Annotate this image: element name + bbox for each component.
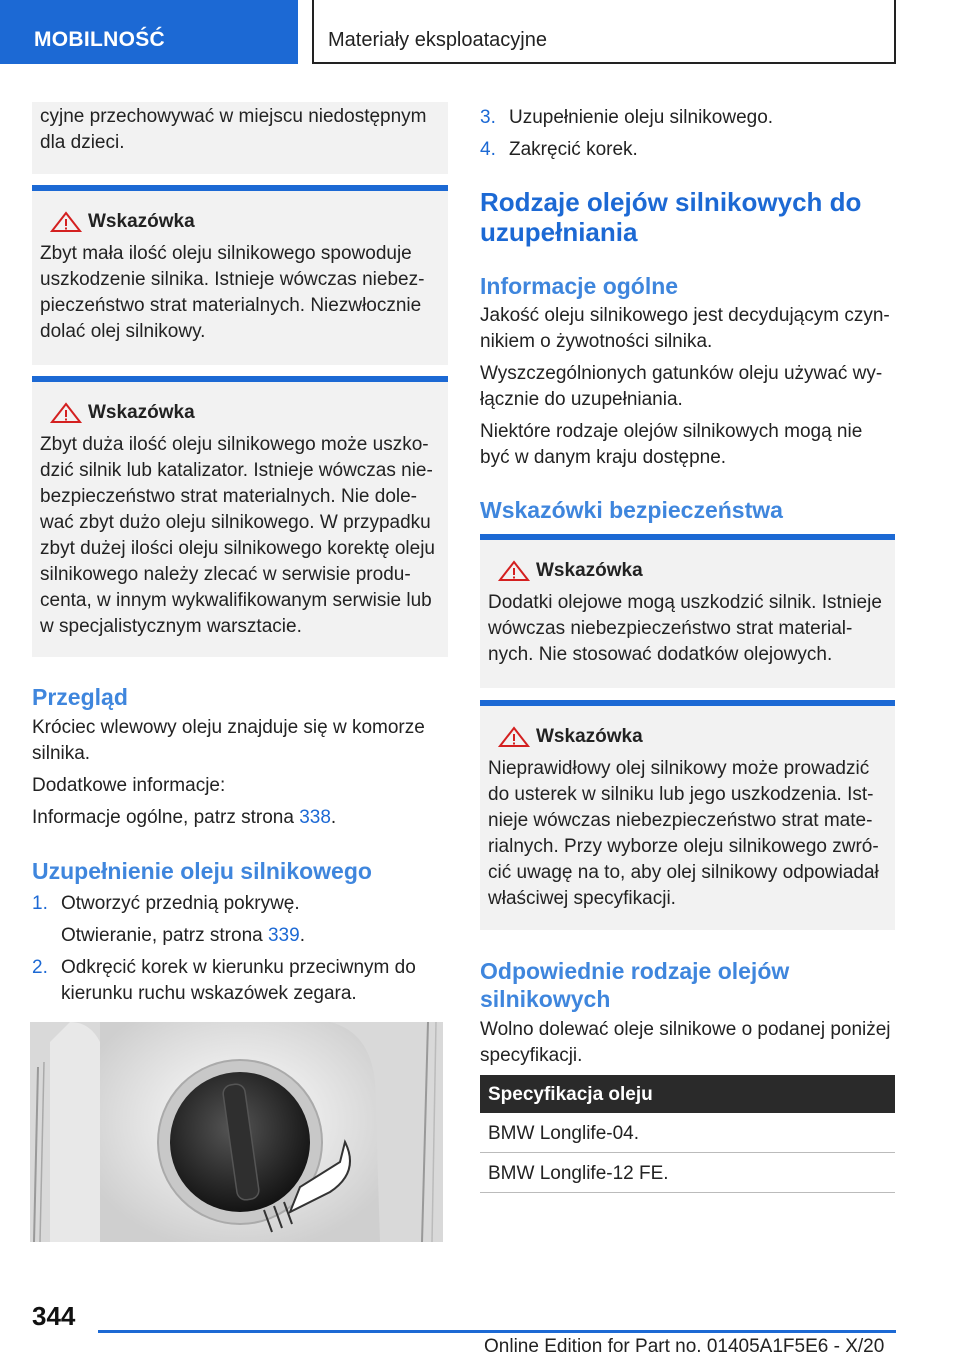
warning-note-1 bbox=[32, 185, 448, 365]
warning-triangle-icon bbox=[48, 402, 84, 424]
note-line: w specjalistycznym warsztacie. bbox=[40, 616, 302, 637]
more-info-label: Dodatkowe informacje: bbox=[32, 775, 226, 796]
step-2 bbox=[32, 955, 448, 1007]
przeglad-line: silnika. bbox=[32, 743, 91, 764]
odp-line: specyfikacji. bbox=[480, 1045, 583, 1066]
section-przeglad bbox=[32, 683, 448, 831]
section-odpowiednie bbox=[480, 957, 896, 1069]
step-text: Zakręcić korek. bbox=[509, 139, 638, 160]
step-number: 2. bbox=[32, 957, 48, 978]
note-line: właściwej specyfikacji. bbox=[488, 888, 676, 909]
note-line: Zbyt mała ilość oleju silnikowego spowoduje bbox=[40, 243, 412, 264]
page-number: 344 bbox=[32, 1301, 76, 1331]
warning-triangle-icon bbox=[496, 726, 532, 748]
section-informacje bbox=[480, 272, 896, 471]
note-line: Dodatki olejowe mogą uszkodzić silnik. Istnieje bbox=[488, 592, 882, 613]
intro-line-2: dla dzieci. bbox=[40, 132, 125, 153]
step-reference bbox=[61, 923, 448, 949]
note-title: Wskazówka bbox=[536, 560, 643, 581]
spec-table-header: Specyfikacja oleju bbox=[480, 1075, 895, 1113]
intro-continued-box bbox=[32, 102, 448, 174]
section-tab bbox=[0, 0, 298, 64]
info-line: być w danym kraju dostępne. bbox=[480, 447, 727, 468]
footer-rule bbox=[98, 1330, 896, 1333]
ref-end: . bbox=[330, 807, 337, 828]
info-line: Wyszczególnionych gatunków oleju używać wy- bbox=[480, 363, 883, 384]
note-title: Wskazówka bbox=[88, 211, 195, 232]
note-line: pieczeństwo strat materialnych. Niezwłocznie bbox=[40, 295, 422, 316]
heading-bezpieczenstwa: Wskazówki bezpieczeństwa bbox=[480, 497, 783, 523]
step-3 bbox=[480, 105, 896, 131]
step-4 bbox=[480, 137, 896, 163]
note-line: centa, w innym wykwalifikowanym serwisie lub bbox=[40, 590, 432, 611]
step-text: Odkręcić korek w kierunku przeciwnym do bbox=[61, 957, 416, 978]
note-line: rialnych. Przy wyborze oleju silnikowego zwró- bbox=[488, 836, 879, 857]
note-line: dzić silnik lub katalizator. Istnieje wówczas nie- bbox=[40, 460, 433, 481]
heading-rodzaje bbox=[480, 187, 896, 247]
steps-continued bbox=[480, 105, 896, 163]
page-link-339[interactable]: 339 bbox=[267, 925, 300, 946]
warning-triangle-icon bbox=[496, 560, 532, 582]
heading-informacje: Informacje ogólne bbox=[480, 273, 679, 299]
warning-note-4 bbox=[480, 700, 895, 930]
step-text: Otworzyć przednią pokrywę. bbox=[61, 893, 300, 914]
step-number: 4. bbox=[480, 139, 496, 160]
info-line: nikiem o żywotności silnika. bbox=[480, 331, 713, 352]
heading-bezpieczenstwa-wrap bbox=[480, 496, 896, 524]
cross-reference bbox=[32, 805, 448, 831]
warning-triangle-icon bbox=[48, 211, 84, 233]
heading-przeglad: Przegląd bbox=[32, 684, 128, 710]
warning-note-3 bbox=[480, 534, 895, 688]
note-line: do usterek w silniku lub jego uszkodzenia. Ist- bbox=[488, 784, 874, 805]
heading-line: uzupełniania bbox=[480, 217, 638, 247]
heading-uzupelnienie: Uzupełnienie oleju silnikowego bbox=[32, 858, 372, 884]
ref-text: Informacje ogólne, patrz strona bbox=[32, 807, 300, 828]
table-row: BMW Longlife-04. bbox=[480, 1114, 895, 1153]
przeglad-line: Króciec wlewowy oleju znajduje się w komorze bbox=[32, 717, 425, 738]
step-text: Uzupełnienie oleju silnikowego. bbox=[509, 107, 774, 128]
note-title: Wskazówka bbox=[88, 402, 195, 423]
edition-text: Online Edition for Part no. 01405A1F5E6 - X/20 bbox=[484, 1336, 885, 1357]
chapter-title: Materiały eksploatacyjne bbox=[328, 29, 547, 51]
oil-filler-cap-photo bbox=[30, 1022, 443, 1242]
table-row: BMW Longlife-12 FE. bbox=[480, 1154, 895, 1193]
note-line: bezpieczeństwo strat materialnych. Nie dole- bbox=[40, 486, 418, 507]
note-line: zbyt dużej ilości oleju silnikowego korektę oleju bbox=[40, 538, 435, 559]
step-number: 3. bbox=[480, 107, 496, 128]
info-line: łącznie do uzupełniania. bbox=[480, 389, 683, 410]
note-line: nych. Nie stosować dodatków olejowych. bbox=[488, 644, 833, 665]
note-line: Zbyt duża ilość oleju silnikowego może uszko- bbox=[40, 434, 429, 455]
note-line: wówczas niebezpieczeństwo strat material- bbox=[488, 618, 853, 639]
note-line: Nieprawidłowy olej silnikowy może prowadzić bbox=[488, 758, 870, 779]
warning-note-2 bbox=[32, 376, 448, 657]
info-line: Jakość oleju silnikowego jest decydującym czyn- bbox=[480, 305, 890, 326]
odp-line: Wolno dolewać oleje silnikowe o podanej poniżej bbox=[480, 1019, 891, 1040]
step-1 bbox=[32, 891, 448, 949]
note-line: wać zbyt dużo oleju silnikowego. W przypadku bbox=[40, 512, 431, 533]
heading-line: silnikowych bbox=[480, 986, 611, 1012]
note-title: Wskazówka bbox=[536, 726, 643, 747]
intro-line-1: cyjne przechowywać w miejscu niedostępnym bbox=[40, 106, 427, 127]
note-line: nieje wówczas niebezpieczeństwo strat mate- bbox=[488, 810, 873, 831]
note-line: dolać olej silnikowy. bbox=[40, 321, 206, 342]
chapter-tab bbox=[312, 0, 896, 64]
info-line: Niektóre rodzaje olejów silnikowych mogą nie bbox=[480, 421, 863, 442]
note-line: cić uwagę na to, aby olej silnikowy odpowiadał bbox=[488, 862, 879, 883]
section-uzupelnienie bbox=[32, 857, 448, 1007]
heading-line: Odpowiednie rodzaje olejów bbox=[480, 958, 790, 984]
page-link-338[interactable]: 338 bbox=[299, 807, 331, 828]
ref-end: . bbox=[299, 925, 305, 946]
heading-line: Rodzaje olejów silnikowych do bbox=[480, 187, 862, 217]
ref-text: Otwieranie, patrz strona bbox=[61, 925, 268, 946]
note-line: silnikowego należy zlecać w serwisie produ- bbox=[40, 564, 411, 585]
step-text: kierunku ruchu wskazówek zegara. bbox=[61, 983, 357, 1004]
step-number: 1. bbox=[32, 893, 48, 914]
section-title: MOBILNOŚĆ bbox=[34, 28, 166, 51]
note-line: uszkodzenie silnika. Istnieje wówczas niebez- bbox=[40, 269, 425, 290]
